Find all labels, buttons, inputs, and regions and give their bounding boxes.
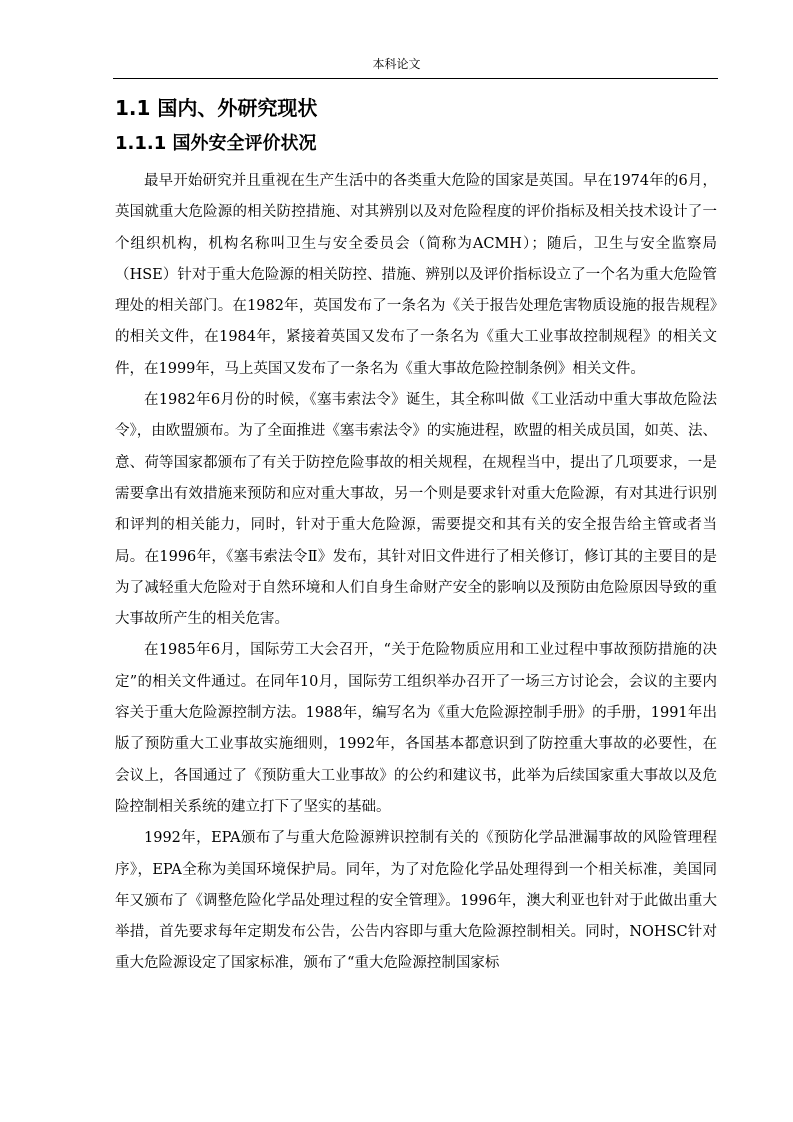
section-heading: 1.1 国内、外研究现状: [115, 96, 318, 120]
paragraph-ilo-conference: 在1985年6月，国际劳工大会召开，“关于危险物质应用和工业过程中事故预防措施的决定”的相关文件通过。在同年10月，国际劳工组织举办召开了一场三方讨论会，会议的主要内容关于重大危险源控制方法。1988年，编写名为《重大危险源控制手册》的手册，1991年出版了预防重大工业事故实施细则，1992年，各国基本都意识到了防控重大事故的必要性，在会议上，各国通过了《预防重大工业事故》的公约和建议书，此举为后续国家重大事故以及危险控制相关系统的建立打下了坚实的基础。: [115, 642, 717, 815]
paragraph-uk-history: 最早开始研究并且重视在生产生活中的各类重大危险的国家是英国。早在1974年的6月，英国就重大危险源的相关防控措施、对其辨别以及对危险程度的评价指标及相关技术设计了一个组织机构，机构名称叫卫生与安全委员会（简称为ACMH）；随后，卫生与安全监察局（HSE）针对于重大危险源的相关防控、措施、辨别以及评价指标设立了一个名为重大危险管理处的相关部门。在1982年，英国发布了一条名为《关于报告处理危害物质设施的报告规程》的相关文件，在1984年，紧接着英国又发布了一条名为《重大工业事故控制规程》的相关文件，在1999年，马上英国又发布了一条名为《重大事故危险控制条例》相关文件。: [115, 173, 717, 377]
subsection-heading: 1.1.1 国外安全评价状况: [115, 133, 317, 154]
paragraph-epa-australia: 1992年，EPA颁布了与重大危险源辨识控制有关的《预防化学品泄漏事故的风险管理程序》，EPA全称为美国环境保护局。同年，为了对危险化学品处理得到一个相关标准，美国同年又颁布了《调整危险化学品处理过程的安全管理》。1996年，澳大利亚也针对于此做出重大举措，首先要求每年定期发布公告，公告内容即与重大危险源控制相关。同时，NOHSC针对重大危险源设定了国家标准，颁布了“重大危险源控制国家标: [115, 830, 717, 972]
page-header: [0, 56, 793, 72]
header-title: 本科论文: [372, 57, 421, 71]
header-divider: [113, 78, 718, 79]
paragraph-seveso-directive: 在1982年6月份的时候，《塞韦索法令》诞生，其全称叫做《工业活动中重大事故危险法令》，由欧盟颁布。为了全面推进《塞韦索法令》的实施进程，欧盟的相关成员国，如英、法、意、荷等国家都颁布了有关于防控危险事故的相关规程，在规程当中，提出了几项要求，一是需要拿出有效措施来预防和应对重大事故，另一个则是要求针对重大危险源，有对其进行识别和评判的相关能力，同时，针对于重大危险源，需要提交和其有关的安全报告给主管或者当局。在1996年，《塞韦索法令Ⅱ》发布，其针对旧文件进行了相关修订，修订其的主要目的是为了减轻重大危险对于自然环境和人们自身生命财产安全的影响以及预防由危险原因导致的重大事故所产生的相关危害。: [115, 392, 717, 628]
document-body: [115, 92, 717, 980]
